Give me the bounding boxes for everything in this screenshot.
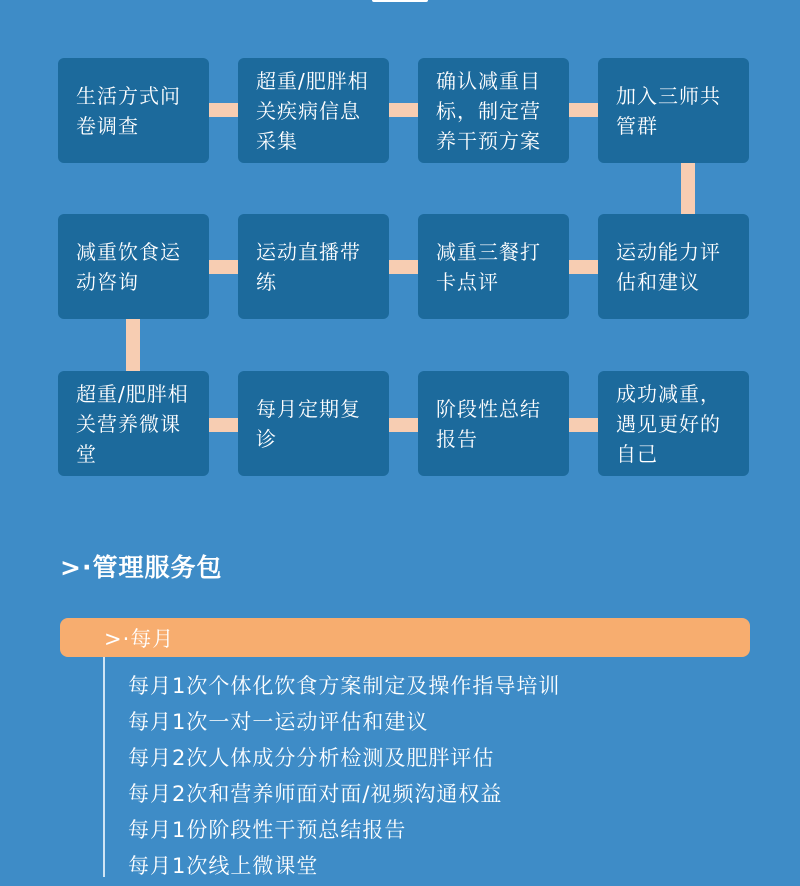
- flow-step-label: 加入三师共管群: [616, 83, 721, 138]
- top-tab-indicator: [372, 0, 428, 2]
- flow-connector: [389, 103, 418, 117]
- flow-step-live-exercise: [238, 214, 389, 319]
- flow-connector: [389, 260, 418, 274]
- flow-connector: [209, 418, 238, 432]
- list-item: 每月1次一对一运动评估和建议: [128, 710, 429, 734]
- flow-step-goal-plan: [418, 58, 569, 163]
- flow-step-fitness-assessment: [598, 214, 749, 319]
- list-item: 每月2次和营养师面对面/视频沟通权益: [128, 782, 503, 806]
- flow-step-disease-info: [238, 58, 389, 163]
- list-guide-line: [103, 657, 105, 877]
- list-item: 每月1份阶段性干预总结报告: [128, 818, 407, 842]
- flow-step-label: 超重/肥胖相关营养微课堂: [76, 381, 189, 466]
- flow-step-label: 确认减重目标，制定营养干预方案: [436, 68, 541, 153]
- flow-step-label: 超重/肥胖相关疾病信息采集: [256, 68, 369, 153]
- flow-step-meal-checkin: [418, 214, 569, 319]
- flow-step-label: 生活方式问卷调查: [76, 83, 181, 138]
- flow-connector: [209, 260, 238, 274]
- flow-step-label: 减重饮食运动咨询: [76, 239, 181, 294]
- flow-step-label: 运动直播带练: [256, 239, 361, 294]
- flow-step-questionnaire: [58, 58, 209, 163]
- flow-connector: [209, 103, 238, 117]
- section-title: >·管理服务包: [60, 553, 223, 582]
- flow-connector: [389, 418, 418, 432]
- flow-connector: [569, 260, 598, 274]
- flow-step-label: 减重三餐打卡点评: [436, 239, 541, 294]
- flow-step-success: [598, 371, 749, 476]
- list-item: 每月1次线上微课堂: [128, 854, 319, 878]
- flow-step-label: 每月定期复诊: [256, 396, 361, 451]
- flow-step-monthly-followup: [238, 371, 389, 476]
- list-item: 每月1次个体化饮食方案制定及操作指导培训: [128, 674, 561, 698]
- flow-connector: [569, 418, 598, 432]
- flow-step-micro-class: [58, 371, 209, 476]
- monthly-header-label: >·每月: [104, 626, 175, 651]
- flow-step-stage-report: [418, 371, 569, 476]
- list-item: 每月2次人体成分分析检测及肥胖评估: [128, 746, 495, 770]
- flow-step-join-group: [598, 58, 749, 163]
- flow-step-label: 成功减重，遇见更好的自己: [616, 381, 721, 466]
- flow-step-label: 阶段性总结报告: [436, 396, 541, 451]
- flow-connector-vertical: [126, 319, 140, 371]
- flow-connector-vertical: [681, 163, 695, 214]
- flow-connector: [569, 103, 598, 117]
- flow-step-label: 运动能力评估和建议: [616, 239, 721, 294]
- monthly-header-bar: [60, 618, 750, 657]
- flow-step-diet-exercise-consult: [58, 214, 209, 319]
- monthly-service-list: [128, 670, 560, 886]
